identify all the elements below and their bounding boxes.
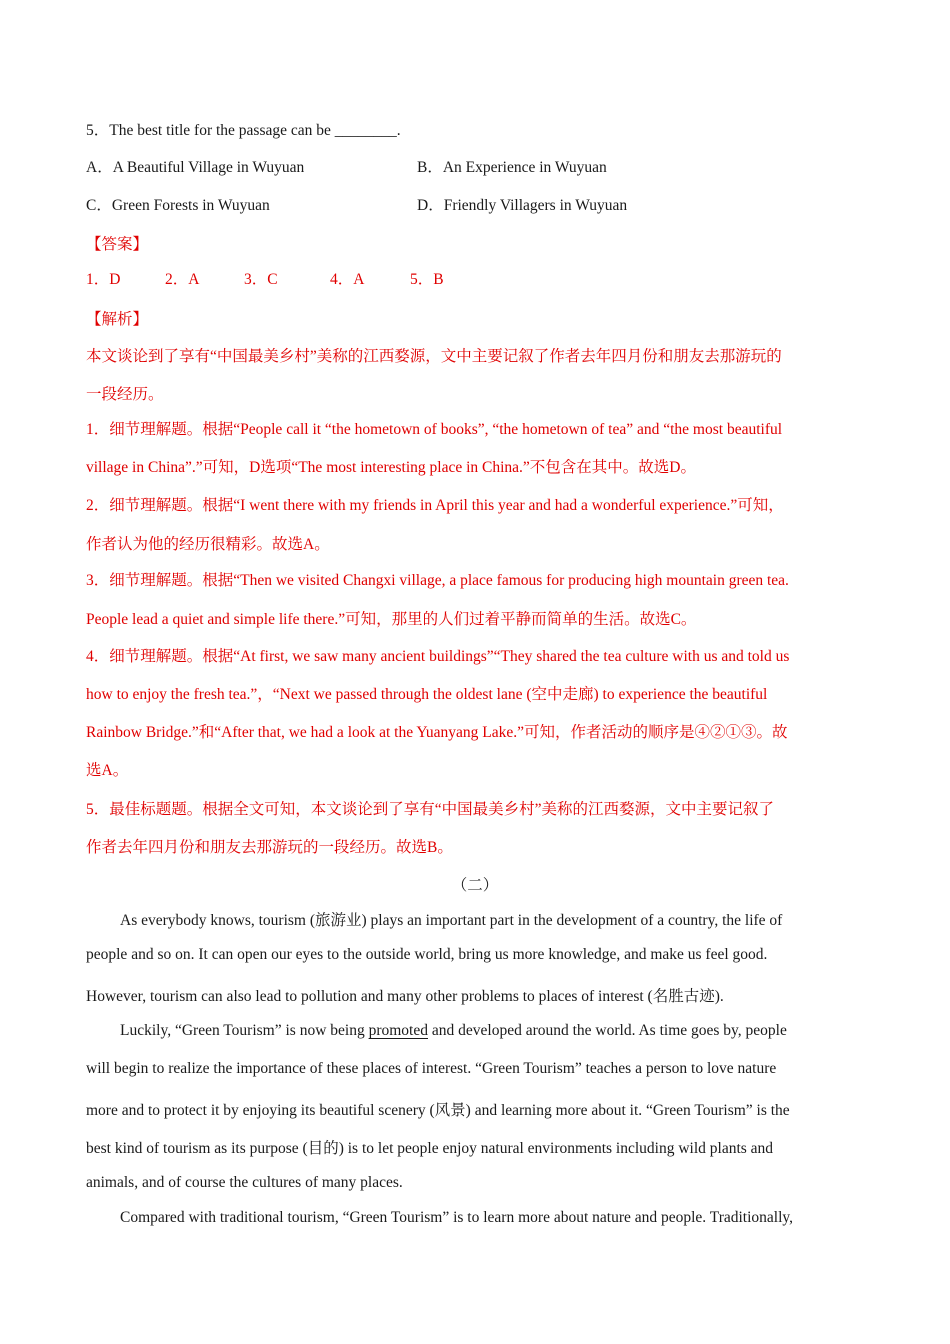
- answer-item-2: 2．A: [165, 271, 200, 288]
- analysis-line: People lead a quiet and simple life there.”可知，那里的人们过着平静而简单的生活。故选C。: [86, 611, 697, 628]
- answer-heading: 【答案】: [86, 236, 149, 253]
- answer-item-5: 5．B: [410, 271, 444, 288]
- analysis-line: Rainbow Bridge.”和“After that, we had a look at the Yuanyang Lake.”可知，作者活动的顺序是④②①③。故: [86, 724, 788, 741]
- option-b: B．An Experience in Wuyuan: [417, 159, 607, 176]
- analysis-line: 2．细节理解题。根据“I went there with my friends in April this year and had a wonderful experience.”可知，: [86, 497, 784, 514]
- analysis-line: 选A。: [86, 762, 129, 779]
- underlined-word: promoted: [368, 1022, 428, 1039]
- analysis-line: how to enjoy the fresh tea.”，“Next we passed through the oldest lane (空中走廊) to experience the beautiful: [86, 686, 768, 703]
- passage-line: more and to protect it by enjoying its beautiful scenery (风景) and learning more about it. “Green Tourism” is the: [86, 1102, 790, 1119]
- passage-line: As everybody knows, tourism (旅游业) plays an important part in the development of a country, the life of: [120, 912, 783, 929]
- passage-line: best kind of tourism as its purpose (目的) is to let people enjoy natural environments including wild plants and: [86, 1140, 774, 1157]
- option-d: D．Friendly Villagers in Wuyuan: [417, 197, 628, 214]
- answer-item-4: 4．A: [330, 271, 365, 288]
- answer-item-1: 1．D: [86, 271, 121, 288]
- passage-line: animals, and of course the cultures of many places.: [86, 1174, 403, 1191]
- analysis-line: 3．细节理解题。根据“Then we visited Changxi village, a place famous for producing high mountain green tea.: [86, 572, 789, 589]
- option-c: C．Green Forests in Wuyuan: [86, 197, 270, 214]
- passage-text: Luckily, “Green Tourism” is now being: [120, 1022, 369, 1039]
- analysis-line: 作者认为他的经历很精彩。故选A。: [86, 536, 330, 553]
- analysis-line: 本文谈论到了享有“中国最美乡村”美称的江西婺源，文中主要记叙了作者去年四月份和朋友去那游玩的: [86, 348, 782, 365]
- analysis-line: 4．细节理解题。根据“At first, we saw many ancient buildings”“They shared the tea culture with us and told us: [86, 648, 790, 665]
- analysis-line: village in China”.”可知，D选项“The most interesting place in China.”不包含在其中。故选D。: [86, 459, 696, 476]
- analysis-line: 5．最佳标题题。根据全文可知，本文谈论到了享有“中国最美乡村”美称的江西婺源，文中主要记叙了: [86, 801, 775, 818]
- analysis-line: 作者去年四月份和朋友去那游玩的一段经历。故选B。: [86, 839, 453, 856]
- analysis-line: 一段经历。: [86, 386, 164, 403]
- analysis-heading: 【解析】: [86, 311, 149, 328]
- answer-item-3: 3．C: [244, 271, 278, 288]
- passage-text: and developed around the world. As time goes by, people: [428, 1022, 787, 1039]
- passage-line: However, tourism can also lead to pollution and many other problems to places of interest (名胜古迹).: [86, 988, 724, 1005]
- question-5-stem: 5．The best title for the passage can be ________.: [86, 122, 401, 139]
- analysis-line: 1．细节理解题。根据“People call it “the hometown of books”, “the hometown of tea” and “the most beautiful: [86, 421, 783, 438]
- passage-line: Compared with traditional tourism, “Green Tourism” is to learn more about nature and people. Traditionally,: [120, 1209, 794, 1226]
- passage-line: people and so on. It can open our eyes to the outside world, bring us more knowledge, and make us feel good.: [86, 946, 768, 963]
- passage-line: [120, 1022, 787, 1040]
- passage-line: will begin to realize the importance of these places of interest. “Green Tourism” teaches a person to love nature: [86, 1060, 777, 1077]
- option-a: A．A Beautiful Village in Wuyuan: [86, 159, 305, 176]
- section-two-heading: （二）: [451, 877, 499, 894]
